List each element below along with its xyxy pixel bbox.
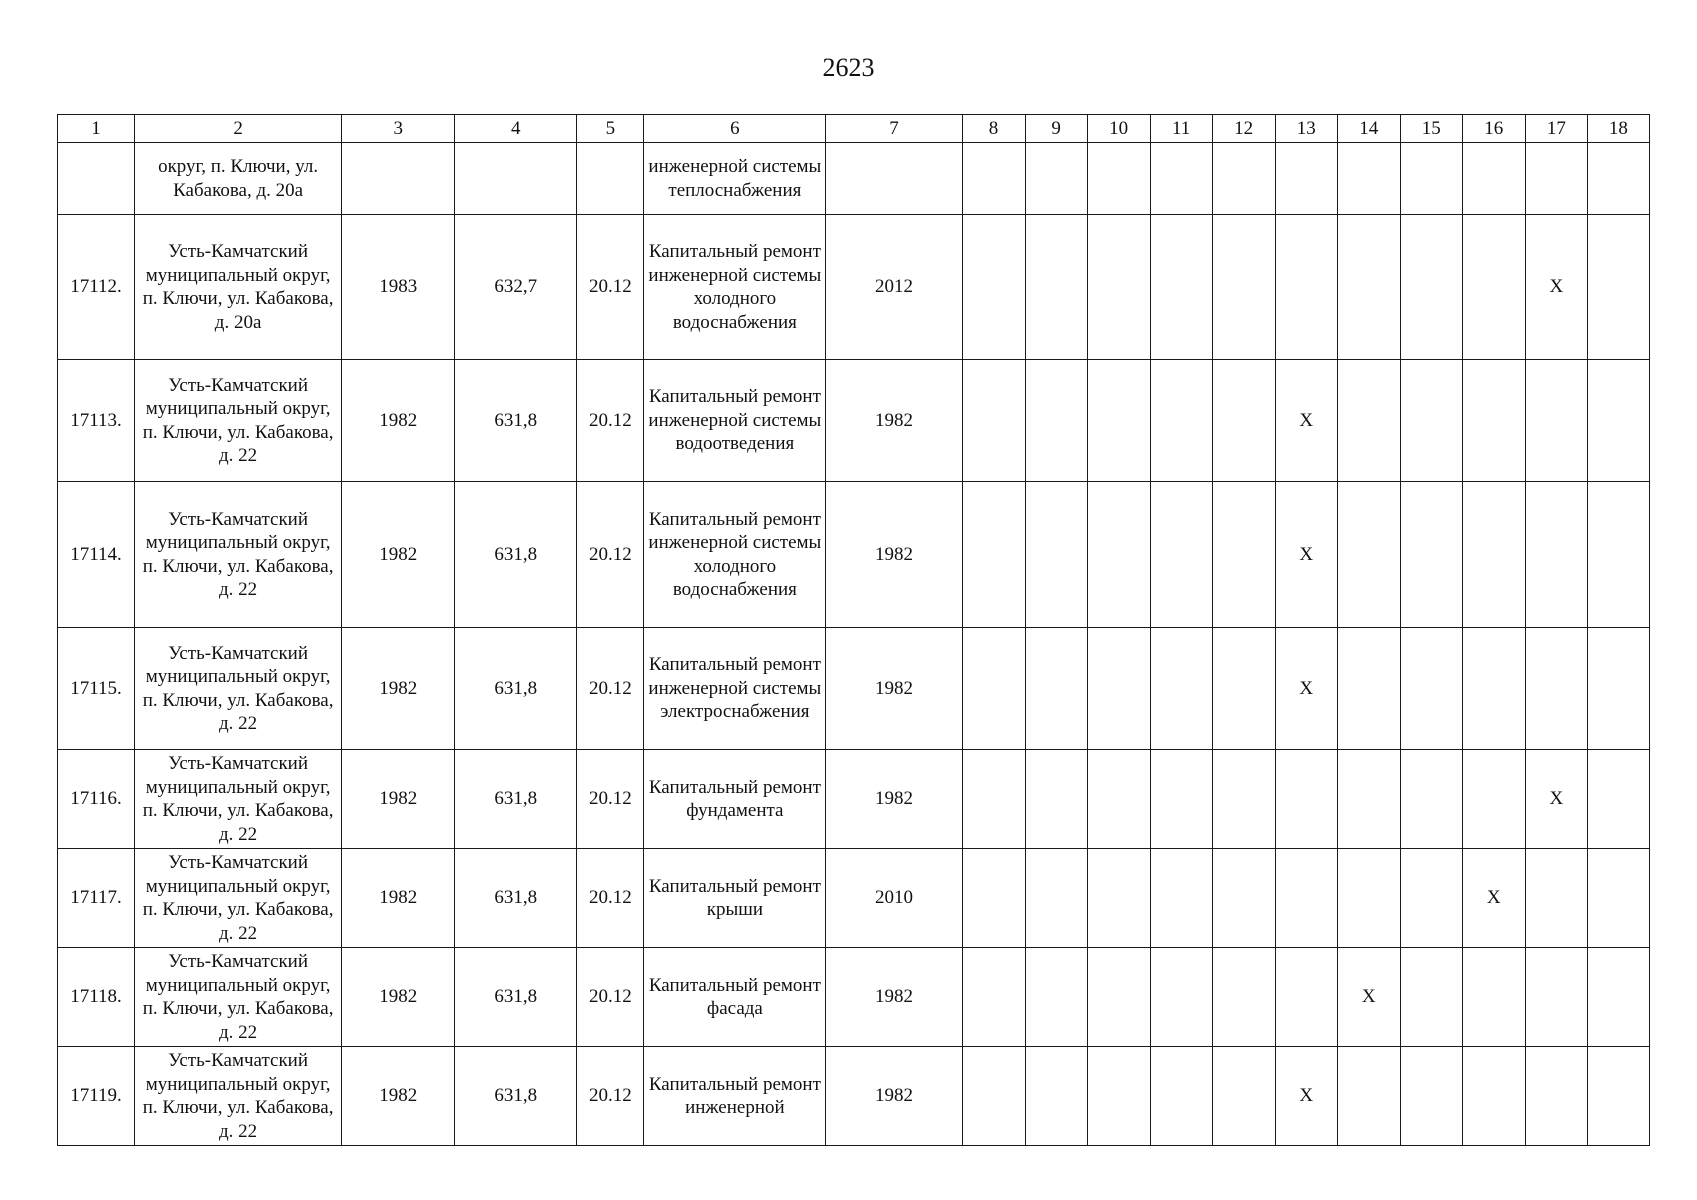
cell-address: Усть-Камчатский муниципальный округ, п. Ключи, ул. Кабакова, д. 22	[135, 849, 342, 948]
cell-empty	[1587, 1047, 1649, 1146]
column-header-2: 2	[135, 115, 342, 143]
cell-code: 20.12	[577, 1047, 644, 1146]
cell-empty	[1337, 849, 1400, 948]
cell-empty	[1587, 482, 1649, 628]
table-row	[58, 215, 1650, 360]
cell-mark: X	[1275, 628, 1337, 750]
cell-empty	[962, 628, 1025, 750]
cell-empty	[1087, 948, 1150, 1047]
cell-empty	[1087, 750, 1150, 849]
cell-mark: X	[1462, 849, 1525, 948]
cell-empty	[962, 1047, 1025, 1146]
cell-code: 20.12	[577, 750, 644, 849]
cell-empty	[1587, 360, 1649, 482]
cell-mark: X	[1275, 482, 1337, 628]
cell-empty	[1150, 750, 1212, 849]
cell-num: 17115.	[58, 628, 135, 750]
cell-empty	[962, 482, 1025, 628]
cell-year: 1983	[342, 215, 455, 360]
cell-empty	[1025, 849, 1087, 948]
cell-year	[342, 143, 455, 215]
cell-work: Капитальный ремонт фундамента	[644, 750, 826, 849]
cell-area: 631,8	[455, 750, 577, 849]
cell-empty	[1525, 948, 1587, 1047]
cell-empty	[1337, 215, 1400, 360]
column-header-8: 8	[962, 115, 1025, 143]
cell-empty	[1150, 628, 1212, 750]
table-row	[58, 628, 1650, 750]
cell-empty	[1462, 750, 1525, 849]
cell-empty	[1087, 849, 1150, 948]
cell-year: 1982	[342, 360, 455, 482]
cell-empty	[1025, 628, 1087, 750]
table-row	[58, 849, 1650, 948]
cell-mark: X	[1337, 948, 1400, 1047]
cell-empty	[1337, 1047, 1400, 1146]
cell-last-year: 1982	[826, 750, 962, 849]
cell-work: инженерной системы теплоснабжения	[644, 143, 826, 215]
column-header-3: 3	[342, 115, 455, 143]
cell-empty	[1212, 215, 1275, 360]
cell-last-year: 2010	[826, 849, 962, 948]
cell-last-year: 1982	[826, 482, 962, 628]
cell-empty	[1462, 948, 1525, 1047]
table-row	[58, 750, 1650, 849]
cell-num: 17118.	[58, 948, 135, 1047]
cell-area: 632,7	[455, 215, 577, 360]
cell-empty	[1150, 849, 1212, 948]
column-header-7: 7	[826, 115, 962, 143]
cell-empty	[1587, 948, 1649, 1047]
cell-num: 17113.	[58, 360, 135, 482]
cell-year: 1982	[342, 628, 455, 750]
cell-empty	[1525, 1047, 1587, 1146]
cell-empty	[1525, 482, 1587, 628]
column-header-14: 14	[1337, 115, 1400, 143]
cell-address: Усть-Камчатский муниципальный округ, п. Ключи, ул. Кабакова, д. 22	[135, 360, 342, 482]
column-header-15: 15	[1400, 115, 1462, 143]
cell-empty	[1275, 948, 1337, 1047]
column-header-5: 5	[577, 115, 644, 143]
cell-empty	[1275, 750, 1337, 849]
cell-last-year: 1982	[826, 1047, 962, 1146]
column-header-11: 11	[1150, 115, 1212, 143]
cell-address: Усть-Камчатский муниципальный округ, п. Ключи, ул. Кабакова, д. 22	[135, 948, 342, 1047]
cell-address: Усть-Камчатский муниципальный округ, п. Ключи, ул. Кабакова, д. 20а	[135, 215, 342, 360]
cell-code: 20.12	[577, 628, 644, 750]
cell-work: Капитальный ремонт инженерной системы электроснабжения	[644, 628, 826, 750]
registry-table	[57, 114, 1650, 1146]
cell-empty	[1400, 628, 1462, 750]
cell-empty	[1150, 1047, 1212, 1146]
cell-num: 17112.	[58, 215, 135, 360]
cell-empty	[1462, 482, 1525, 628]
header-row	[58, 115, 1650, 143]
table-header	[58, 115, 1650, 143]
table-row	[58, 948, 1650, 1047]
cell-code: 20.12	[577, 360, 644, 482]
cell-empty	[1337, 482, 1400, 628]
cell-work: Капитальный ремонт инженерной	[644, 1047, 826, 1146]
cell-mark: X	[1275, 360, 1337, 482]
cell-empty	[1462, 360, 1525, 482]
column-header-18: 18	[1587, 115, 1649, 143]
cell-empty	[1087, 628, 1150, 750]
cell-empty	[1525, 849, 1587, 948]
cell-last-year	[826, 143, 962, 215]
cell-area: 631,8	[455, 360, 577, 482]
cell-empty	[962, 215, 1025, 360]
column-header-13: 13	[1275, 115, 1337, 143]
cell-code: 20.12	[577, 948, 644, 1047]
cell-empty	[1150, 360, 1212, 482]
cell-mark: X	[1275, 1047, 1337, 1146]
cell-empty	[1337, 628, 1400, 750]
cell-area	[455, 143, 577, 215]
cell-code: 20.12	[577, 482, 644, 628]
cell-last-year: 1982	[826, 948, 962, 1047]
table-body	[58, 143, 1650, 1146]
column-header-10: 10	[1087, 115, 1150, 143]
cell-empty	[1087, 1047, 1150, 1146]
cell-empty	[1212, 1047, 1275, 1146]
cell-empty	[1212, 849, 1275, 948]
cell-empty	[1150, 482, 1212, 628]
cell-empty	[1025, 1047, 1087, 1146]
cell-empty	[1525, 360, 1587, 482]
cell-empty	[1525, 628, 1587, 750]
cell-area: 631,8	[455, 628, 577, 750]
cell-empty	[1150, 948, 1212, 1047]
cell-empty	[1462, 1047, 1525, 1146]
cell-empty	[1087, 482, 1150, 628]
cell-empty	[1337, 750, 1400, 849]
cell-work: Капитальный ремонт инженерной системы холодного водоснабжения	[644, 215, 826, 360]
cell-empty	[1587, 750, 1649, 849]
cell-empty	[1400, 215, 1462, 360]
cell-address: Усть-Камчатский муниципальный округ, п. Ключи, ул. Кабакова, д. 22	[135, 1047, 342, 1146]
cell-year: 1982	[342, 948, 455, 1047]
cell-empty	[1400, 948, 1462, 1047]
cell-num	[58, 143, 135, 215]
cell-empty	[1025, 360, 1087, 482]
cell-num: 17114.	[58, 482, 135, 628]
column-header-1: 1	[58, 115, 135, 143]
cell-address: Усть-Камчатский муниципальный округ, п. Ключи, ул. Кабакова, д. 22	[135, 482, 342, 628]
cell-area: 631,8	[455, 482, 577, 628]
continuation-row	[58, 143, 1650, 215]
cell-code: 20.12	[577, 215, 644, 360]
cell-empty	[1462, 215, 1525, 360]
cell-empty	[1400, 849, 1462, 948]
cell-mark: X	[1525, 750, 1587, 849]
cell-empty	[1337, 360, 1400, 482]
cell-year: 1982	[342, 1047, 455, 1146]
cell-year: 1982	[342, 482, 455, 628]
cell-address: Усть-Камчатский муниципальный округ, п. Ключи, ул. Кабакова, д. 22	[135, 628, 342, 750]
cell-empty	[1587, 849, 1649, 948]
page-number: 2623	[822, 53, 875, 82]
column-header-9: 9	[1025, 115, 1087, 143]
cell-num: 17117.	[58, 849, 135, 948]
cell-mark: X	[1525, 215, 1587, 360]
cell-empty	[1587, 215, 1649, 360]
cell-empty	[962, 750, 1025, 849]
cell-empty	[1400, 750, 1462, 849]
cell-code: 20.12	[577, 849, 644, 948]
cell-empty	[1275, 215, 1337, 360]
cell-empty	[1025, 948, 1087, 1047]
cell-work: Капитальный ремонт крыши	[644, 849, 826, 948]
cell-empty	[1212, 750, 1275, 849]
cell-empty	[1087, 215, 1150, 360]
table-row	[58, 360, 1650, 482]
cell-num: 17119.	[58, 1047, 135, 1146]
cell-year: 1982	[342, 849, 455, 948]
cell-code	[577, 143, 644, 215]
cell-last-year: 2012	[826, 215, 962, 360]
cell-area: 631,8	[455, 1047, 577, 1146]
cell-empty	[1212, 360, 1275, 482]
column-header-6: 6	[644, 115, 826, 143]
cell-empty	[1212, 482, 1275, 628]
column-header-12: 12	[1212, 115, 1275, 143]
cell-empty	[1212, 628, 1275, 750]
column-header-4: 4	[455, 115, 577, 143]
cell-empty	[1025, 750, 1087, 849]
cell-num: 17116.	[58, 750, 135, 849]
cell-empty	[1025, 482, 1087, 628]
cell-empty	[1462, 628, 1525, 750]
cell-empty	[962, 948, 1025, 1047]
cell-empty	[962, 849, 1025, 948]
cell-empty	[1275, 849, 1337, 948]
cell-year: 1982	[342, 750, 455, 849]
cell-area: 631,8	[455, 849, 577, 948]
cell-address: округ, п. Ключи, ул. Кабакова, д. 20а	[135, 143, 342, 215]
table-row	[58, 482, 1650, 628]
column-header-17: 17	[1525, 115, 1587, 143]
cell-work: Капитальный ремонт инженерной системы водоотведения	[644, 360, 826, 482]
cell-empty	[1400, 482, 1462, 628]
cell-last-year: 1982	[826, 360, 962, 482]
cell-empty	[1150, 215, 1212, 360]
cell-work: Капитальный ремонт фасада	[644, 948, 826, 1047]
cell-area: 631,8	[455, 948, 577, 1047]
cell-empty	[1400, 1047, 1462, 1146]
cell-work: Капитальный ремонт инженерной системы холодного водоснабжения	[644, 482, 826, 628]
cell-empty	[1587, 628, 1649, 750]
cell-empty	[962, 360, 1025, 482]
cell-empty	[1400, 360, 1462, 482]
cell-empty	[1212, 948, 1275, 1047]
column-header-16: 16	[1462, 115, 1525, 143]
cell-last-year: 1982	[826, 628, 962, 750]
cell-address: Усть-Камчатский муниципальный округ, п. Ключи, ул. Кабакова, д. 22	[135, 750, 342, 849]
table-row	[58, 1047, 1650, 1146]
cell-empty	[1025, 215, 1087, 360]
cell-empty	[1087, 360, 1150, 482]
